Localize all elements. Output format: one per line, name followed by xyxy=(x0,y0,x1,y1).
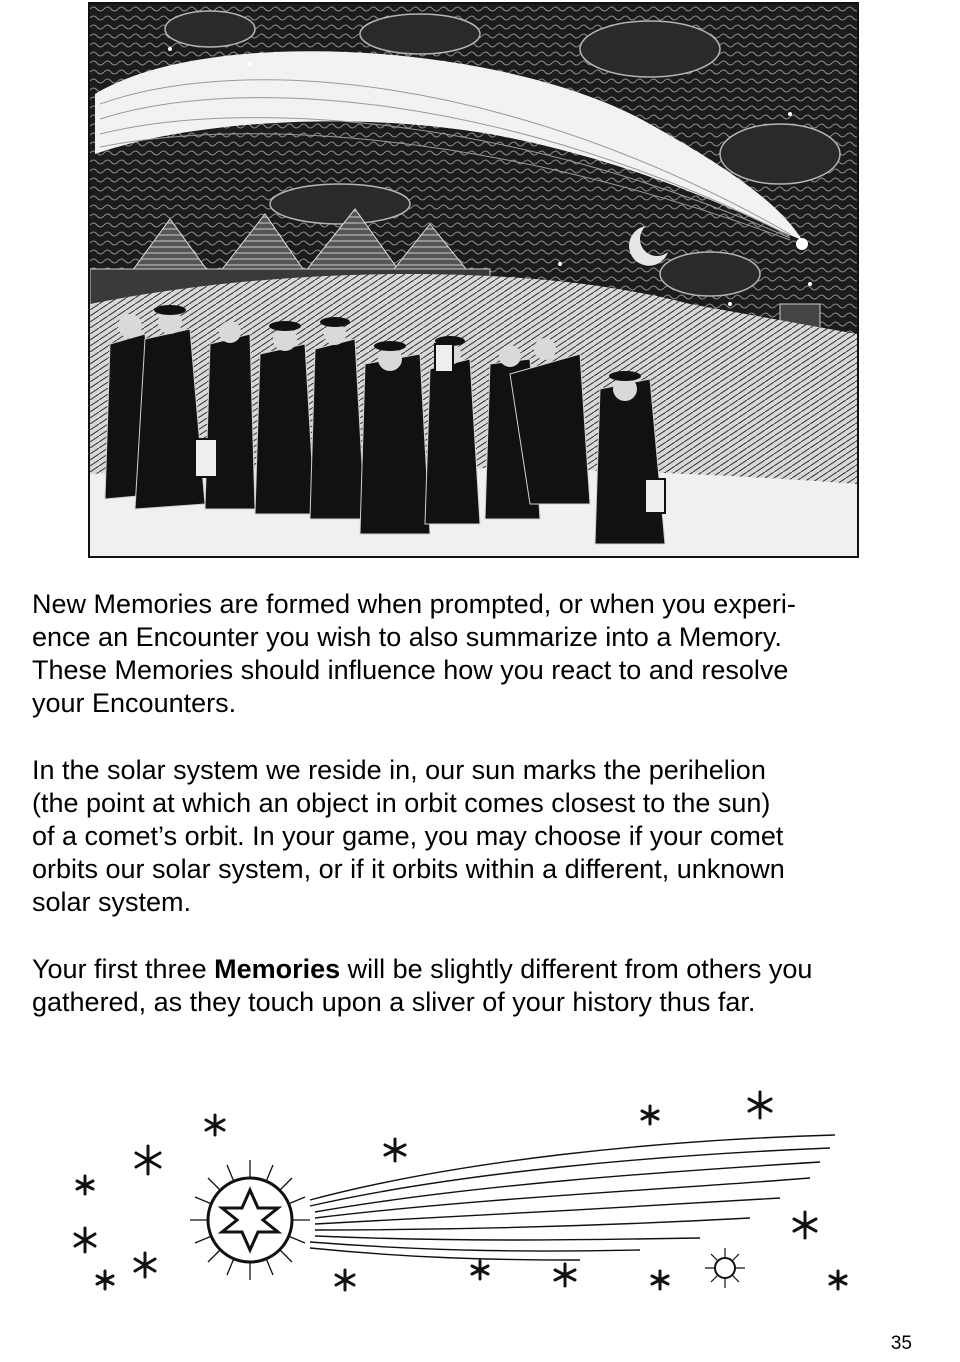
comet-stars-illustration xyxy=(60,1080,860,1310)
page-number: 35 xyxy=(890,1333,912,1354)
memories-bold-term: Memories xyxy=(214,954,341,984)
paragraph-solar-system xyxy=(32,754,912,919)
text-line: your Encounters. xyxy=(32,688,237,718)
text-line: In the solar system we reside in, our sun marks the perihelion xyxy=(32,755,766,785)
text-line: solar system. xyxy=(32,887,192,917)
text-line: will be slightly different from others you xyxy=(340,954,813,984)
body-text xyxy=(32,588,912,1053)
paragraph-new-memories xyxy=(32,588,912,720)
text-line: (the point at which an object in orbit comes closest to the sun) xyxy=(32,788,771,818)
woodcut-comet-illustration xyxy=(88,2,859,558)
text-line: orbits our solar system, or if it orbits within a different, unknown xyxy=(32,854,785,884)
text-line: Your first three xyxy=(32,954,215,984)
paragraph-first-memories xyxy=(32,953,912,1019)
text-line: gathered, as they touch upon a sliver of your history thus far. xyxy=(32,987,756,1017)
text-line: ence an Encounter you wish to also summarize into a Memory. xyxy=(32,622,782,652)
text-line: These Memories should influence how you react to and resolve xyxy=(32,655,789,685)
text-line: New Memories are formed when prompted, or when you experi- xyxy=(32,589,796,619)
text-line: of a comet’s orbit. In your game, you may choose if your comet xyxy=(32,821,784,851)
